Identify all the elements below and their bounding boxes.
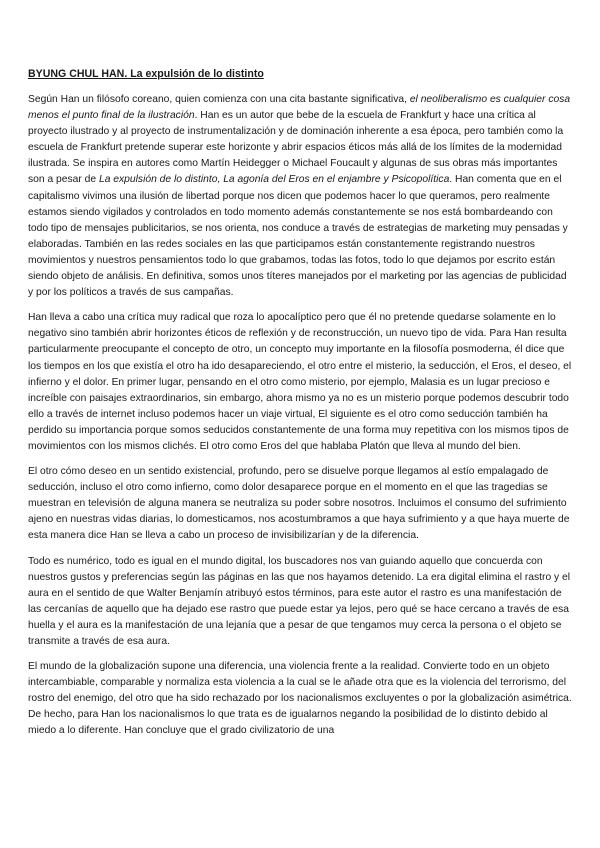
paragraph-1: [28, 92, 574, 301]
paragraph-1-works: La expulsión de lo distinto, La agonía del Eros en el enjambre y Psicopolítica: [98, 174, 450, 186]
paragraph-3: El otro cómo deseo en un sentido existencial, profundo, pero se disuelve porque llegamos al estío empalagado de seducción, incluso el otro como infierno, como dolor desaparece porque en el momento en el que las tragedias se muestran en televisión de alguna manera se neutraliza su poder sobre nosotros. Incluimos el consumo del sufrimiento ajeno en nuestras vidas diarias, lo domesticamos, nos acostumbramos a que haya sufrimiento y a que haya muerte de esta manera dice Han se lleva a cabo un proceso de invisibilizarían y de la diferencia.: [28, 466, 570, 542]
paragraph-4: Todo es numérico, todo es igual en el mundo digital, los buscadores nos van guiando aquello que concuerda con nuestros gustos y preferencias según las páginas en las que nos hayamos detenido. La era digital elimina el rastro y el aura en el sentido de que Walter Benjamín atribuyó estos términos, para este autor el rastro es una manifestación de las cercanías de aquello que ha dejado ese rastro que puede estar ya lejos, pero qué se hace cercano a través de esa huella y el aura es la manifestación de una lejanía que a pesar de que tengamos muy cerca la persona o el objeto se transmite a través de esa aura.: [28, 555, 571, 647]
paragraph-1-part-e: . Han comenta que en el capitalismo vivimos una ilusión de libertad porque nos dicen que podemos hacer lo que queramos, pero realmente estamos siendo vigilados y controlados en todo momento además constantemente se nos está bombardeando con todo tipo de mensajes publicitarios, se nos orienta, nos conduce a través de estrategias de marketing muy pensadas y elaboradas. También en las redes sociales en las que participamos están constantemente registrando nuestros movimientos y nuestros pensamientos todo lo que grabamos, todas las fotos, todo lo que dejamos por escrito están siendo objeto de análisis. En definitiva, somos unos títeres manejados por el marketing por las agencias de publicidad y por los políticos a través de sus campañas.: [28, 174, 568, 299]
document-page: [28, 66, 574, 749]
document-title: BYUNG CHUL HAN. La expulsión de lo distinto: [28, 68, 264, 80]
paragraph-1-part-a: Según Han un filósofo coreano, quien comienza con una cita bastante significativa,: [28, 94, 410, 105]
paragraph-5: El mundo de la globalización supone una diferencia, una violencia frente a la realidad. Convierte todo en un objeto intercambiable, comparable y normaliza esta violencia a la cual se le añade otra que es la violencia del terrorismo, del rostro del enemigo, del otro que ha sido rechazado por los nacionalismos excluyentes o por la globalización asimétrica. De hecho, para Han los nacionalismos lo que trata es de igualarnos negando la posibilidad de lo distinto debido al miedo a lo diferente. Han concluye que el grado civilizatorio de una: [28, 661, 572, 737]
paragraph-1-part-c: . Han es un autor que bebe de la escuela de Frankfurt y hace una crítica al proyecto ilustrado y al proyecto de instrumentalización y de dominación inherente a esa época, pero también como la escuela de Frankfurt pretende superar este horizonte y abrir espacios éticos más allá de los límites de la modernidad ilustrada. Se inspira en autores como Martín Heidegger o Michael Foucault y algunas de sus obras más importantes son a pesar de: [28, 110, 564, 186]
paragraph-1-quote: el neoliberalismo es cualquier cosa menos el punto final de la ilustración: [28, 94, 571, 122]
paragraph-2: Han lleva a cabo una crítica muy radical que roza lo apocalíptico pero que él no pretende quedarse solamente en lo negativo sino también abrir horizontes éticos de reflexión y de reconstrucción, un nuevo tipo de vida. Para Han resulta particularmente preocupante el concepto de otro, un concepto muy importante en la filosofía posmoderna, él dice que los tiempos en los que existía el otro ha ido desapareciendo, el otro entre el misterio, la seducción, el Eros, el deseo, el infierno y el dolor. En primer lugar, pensando en el otro como misterio, por ejemplo, Malasia es un lugar precioso e increíble con paisajes extraordinarios, sin embargo, ahora mismo ya no es un misterio porque podemos descubrir todo ello a través de internet incluso podemos hacer un viaje virtual, El siguiente es el otro como seducción también ha perdido su importancia porque somos seducidos constantemente de una forma muy repetitiva con los mismos tipos de movimientos con los mismos clichés. El otro como Eros del que hablaba Platón que lleva al mundo del bien.: [28, 312, 572, 452]
